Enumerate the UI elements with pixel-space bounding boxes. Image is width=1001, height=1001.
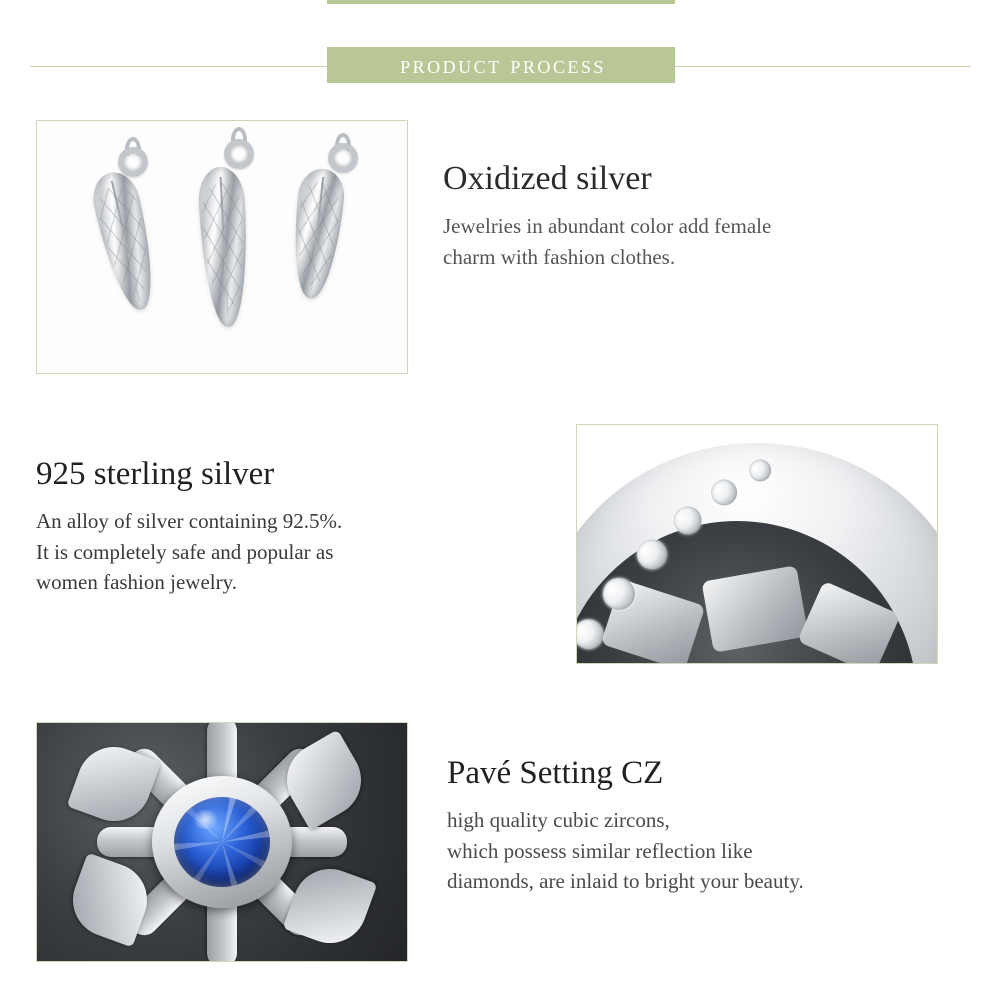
oxidized-silver-heading: Oxidized silver bbox=[443, 160, 652, 197]
header-top-accent bbox=[327, 0, 675, 4]
leaf-charms-photo bbox=[36, 120, 408, 374]
pave-setting-heading: Pavé Setting CZ bbox=[447, 755, 664, 791]
sterling-silver-heading: 925 sterling silver bbox=[36, 456, 275, 492]
pave-setting-line-3: diamonds, are inlaid to bright your beauty. bbox=[447, 869, 804, 894]
blue-stone-bezel bbox=[152, 776, 292, 908]
sterling-silver-line-1: An alloy of silver containing 92.5%. bbox=[36, 509, 343, 534]
openwork-cut-3 bbox=[797, 581, 901, 664]
oxidized-silver-line-1: Jewelries in abundant color add female bbox=[443, 214, 772, 239]
leaf-charm-left bbox=[88, 168, 164, 315]
cz-stone-5 bbox=[707, 475, 742, 510]
pave-detail-photo bbox=[576, 424, 938, 664]
pave-setting-text bbox=[447, 755, 967, 897]
cz-stone-2 bbox=[597, 572, 640, 615]
cz-stone-1 bbox=[576, 614, 609, 654]
charm-dome-surface bbox=[576, 443, 938, 664]
oxidized-silver-text bbox=[443, 160, 943, 272]
leaf-ring-left bbox=[118, 147, 148, 177]
banner-title: product process bbox=[400, 51, 606, 79]
page-header bbox=[0, 0, 1001, 96]
sterling-silver-text bbox=[36, 456, 536, 598]
pave-setting-line-1: high quality cubic zircons, bbox=[447, 808, 670, 833]
product-process-banner bbox=[327, 47, 675, 83]
cz-stone-3 bbox=[632, 534, 672, 574]
blue-cubic-zircon bbox=[174, 797, 270, 887]
sterling-silver-line-3: women fashion jewelry. bbox=[36, 570, 237, 595]
leaf-ring-middle bbox=[224, 139, 254, 169]
leaf-charm-right bbox=[288, 167, 347, 301]
oxidized-silver-line-2: charm with fashion clothes. bbox=[443, 244, 676, 269]
cz-stone-4 bbox=[669, 502, 706, 539]
sterling-silver-line-2: It is completely safe and popular as bbox=[36, 539, 334, 564]
leaf-ring-right bbox=[328, 143, 358, 173]
blue-stone-photo bbox=[36, 722, 408, 962]
leaf-charm-middle bbox=[197, 166, 251, 328]
cz-stone-6 bbox=[745, 456, 774, 485]
pave-setting-line-2: which possess similar reflection like bbox=[447, 838, 753, 863]
